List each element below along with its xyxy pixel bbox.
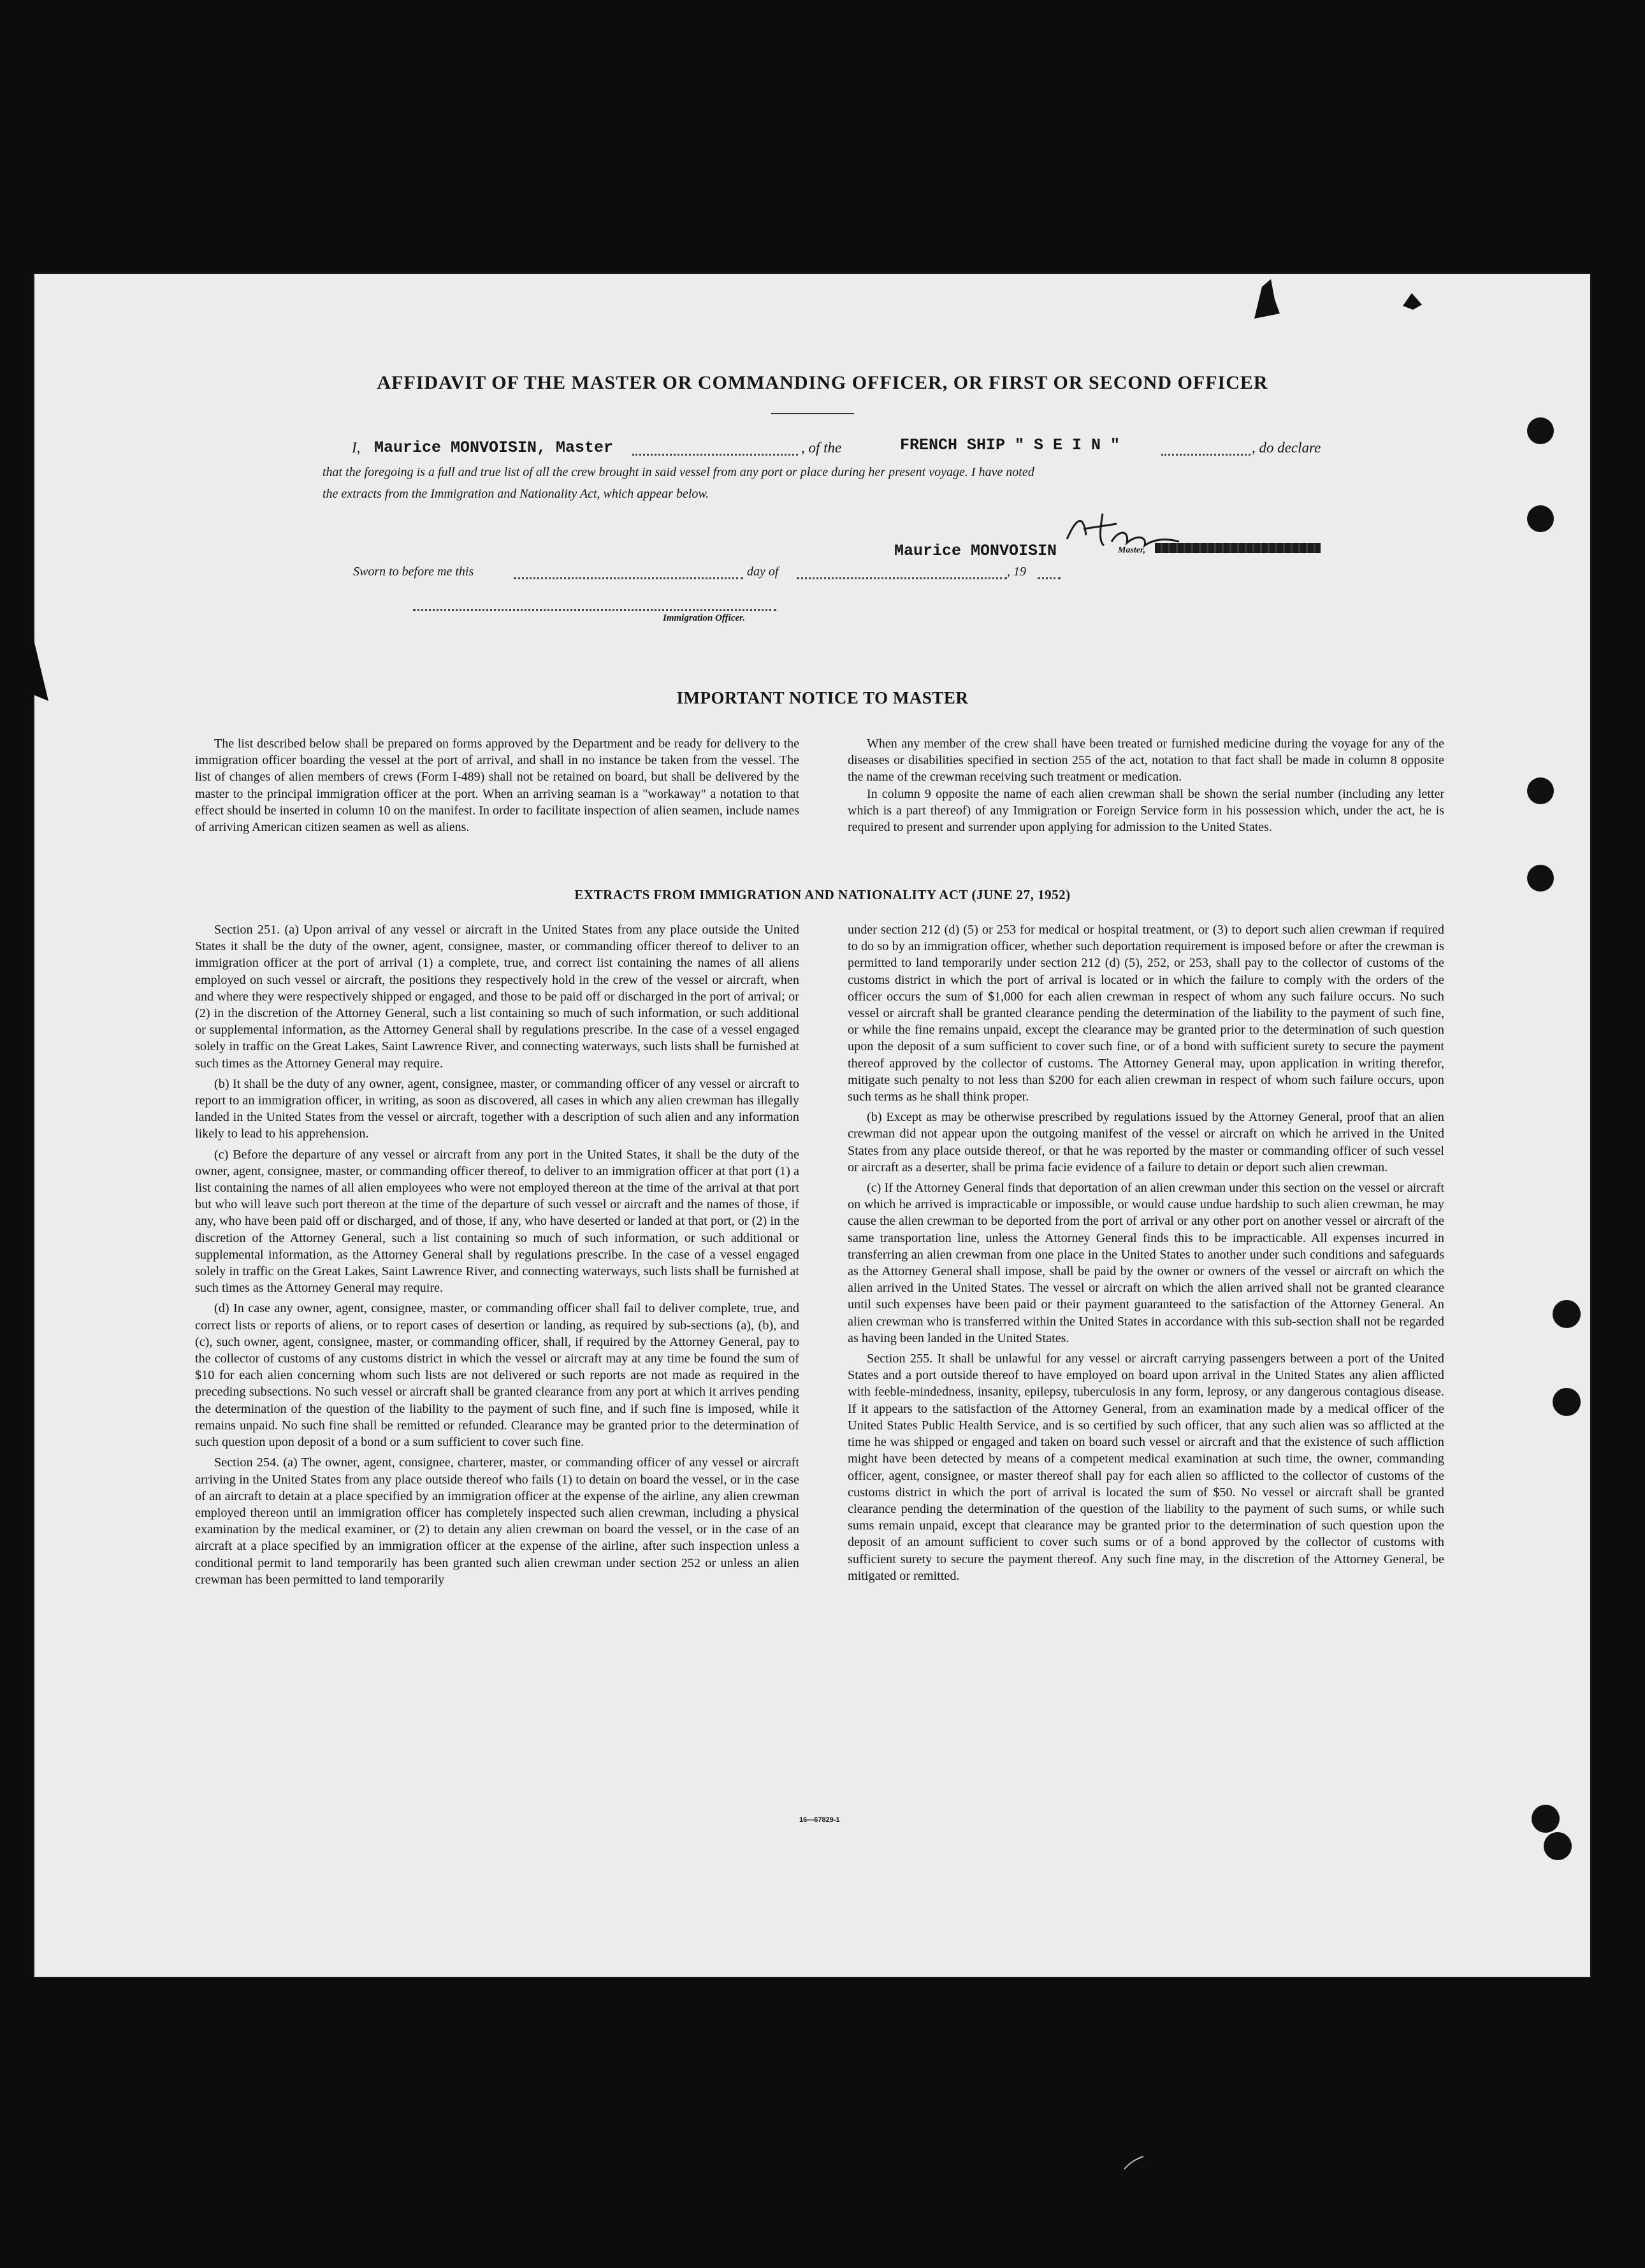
extracts-right-column (848, 921, 1444, 1584)
declaration-text-line2: that the foregoing is a full and true list of all the crew brought in said vessel from any port or place during her present voyage. I have noted (322, 465, 1034, 479)
extract-paragraph: (b) Except as may be otherwise prescribed by regulations issued by the Attorney General, proof that an alien crewman did not appear upon the outgoing manifest of the vessel or aircraft on which he arrived in the United States from any place outside thereof, or that he was reported by the master or commanding officer of such vessel or aircraft as a deserter, shall be prima facie evidence of a failure to detain or deport such alien crewman. (848, 1110, 1444, 1174)
extracts-title: EXTRACTS FROM IMMIGRATION AND NATIONALITY ACT (JUNE 27, 1952) (574, 887, 1071, 902)
ink-mark (1399, 287, 1431, 319)
signature-name: Maurice MONVOISIN (894, 542, 1057, 560)
sworn-day-line (514, 577, 743, 579)
notice-paragraph: The list described below shall be prepared on forms approved by the Department and be ready for delivery to the immigration officer boarding the vessel at the port of arrival, and shall in no instance be taken from the vessel. The list of changes of alien members of crews (Form I-489) shall not be retained on board, but shall be delivered by the master to the principal immigration officer at the port. When an arriving seaman is a "workaway" a notation to that effect should be inserted in column 10 on the manifest. In order to facilitate inspection of alien seamen, include names of arriving American citizen seamen as well as aliens. (195, 737, 799, 835)
punch-hole (1527, 777, 1554, 804)
affidavit-title: AFFIDAVIT OF THE MASTER OR COMMANDING OFFICER, OR FIRST OR SECOND OFFICER (377, 372, 1268, 393)
extract-paragraph: Section 255. It shall be unlawful for any vessel or aircraft carrying passengers between a port of the United States and a port outside thereof to have employed on board upon arrival in the United States any alien afflicted with feeble-mindedness, insanity, epilepsy, tuberculosis in any form, leprosy, or any dangerous contagious disease. If it appears to the satisfaction of the Attorney General, from an examination made by a medical officer of the United States Public Health Service, and is so certified by such officer, that any such alien was so afflicted at the time he was shipped or engaged and taken on board such vessel or aircraft and that the existence of such affliction might have been detected by means of a competent medical examination at such time, the owner, commanding officer, agent, consignee, or master thereof shall pay for each alien so afflicted to the collector of customs of the customs district in which the port of arrival is located the sum of $50. No vessel or aircraft shall be granted clearance pending the determination of the question of the liability to the payment of such sums, or while such sums remain unpaid, except that clearance may be granted prior to the determination of such question upon the deposit of an amount sufficient to cover such sums or of a bond approved by the collector of customs with sufficient surety to secure the payment thereof. Any such fine may, in the discretion of the Attorney General, be mitigated or remitted. (848, 1352, 1444, 1583)
struck-out-title (1155, 543, 1321, 553)
vessel-name: FRENCH SHIP " S E I N " (900, 436, 1120, 454)
punch-hole (1553, 1388, 1581, 1416)
extract-paragraph: under section 212 (d) (5) or 253 for medical or hospital treatment, or (3) to deport such alien crewman if required to do so by an immigration officer, whether such deportation requirement is imposed before or after the crewman is permitted to land temporarily under section 212 (d) (5), 252, or 253, shall pay to the collector of customs of the customs district in which the port of arrival is located or in which the failure to comply with the orders of the officer occurs the sum of $1,000 for each alien crewman in respect of whom any such failure occurs. No such vessel or aircraft shall be granted clearance pending the determination of the liability to the payment of such fine, or while the fine remains unpaid, except the clearance may be granted prior to the determination of such question upon the deposit of a sum sufficient to cover such fine, or of a bond with sufficient surety to secure the payment thereof approved by the collector of customs. The Attorney General may, upon application in writing therefor, mitigate such penalty to not less than $200 for each alien crewman in respect of whom such failure occurs, upon such terms as he shall think proper. (848, 923, 1444, 1104)
declaration-of-the: , of the (801, 440, 842, 456)
punch-hole (1532, 1805, 1560, 1833)
declaration-line (352, 436, 1322, 460)
punch-hole (1544, 1832, 1572, 1860)
torn-corner-mark (1249, 274, 1287, 325)
year-label: , 19 (1007, 565, 1026, 579)
punch-hole (1527, 505, 1554, 532)
title-rule (771, 413, 854, 414)
declaration-declare: , do declare (1252, 440, 1321, 456)
margin-scratch-mark (1122, 2154, 1147, 2173)
master-name: Maurice MONVOISIN, Master (374, 438, 614, 457)
officer-label: Immigration Officer. (663, 613, 745, 623)
notice-paragraph: In column 9 opposite the name of each alien crewman shall be shown the serial number (including any letter which is a part thereof) of any Immigration or Foreign Service form in his possession which, under the act, he is required to present and surrender upon applying for admission to the United States. (848, 786, 1444, 835)
year-line (1038, 577, 1061, 579)
extract-paragraph: (c) If the Attorney General finds that deportation of an alien crewman under this section on the vessel or aircraft on which he arrived is impracticable or impossible, or would cause undue hardship to such alien crewman, he may cause the alien crewman to be deported from the port of arrival or any other port on another vessel or aircraft of the same transportation line, unless the Attorney General finds this to be impracticable. All expenses incurred in transferring an alien crewman from one place in the United States to another under such conditions and safeguards as the Attorney General shall impose, shall be paid by the owner or owners of the vessel or aircraft on which the alien arrived in the United States. The vessel or aircraft on which the alien arrived shall not be granted clearance until such expenses have been paid or their payment guaranteed to the satisfaction of the Attorney General. An alien crewman who is transferred within the United States in accordance with this sub-section shall not be regarded as having been landed in the United States. (848, 1181, 1444, 1345)
punch-hole (1527, 417, 1554, 444)
notice-title: IMPORTANT NOTICE TO MASTER (676, 688, 969, 707)
fill-line (632, 454, 798, 456)
fill-line (1161, 454, 1250, 456)
extract-paragraph: (c) Before the departure of any vessel or aircraft from any port in the United States, it shall be the duty of the owner, agent, consignee, master, or commanding officer thereof, to deliver to an immigration officer at that port (1) a list containing the names of all alien employees who were not employed thereon at the time of the arrival at that port but who will leave such port thereon at the time of the departure of such vessel or aircraft and the names of those, if any, who have been paid off or discharged, and of those, if any, who have deserted or landed at that port, or (2) in the discretion of the Attorney General, such a list containing so much of such information, or such additional or supplemental information, as the Attorney General shall by regulations prescribe. In the case of a vessel engaged solely in traffic on the Great Lakes, Saint Lawrence River, and connecting waterways, such lists shall be furnished at such times as the Attorney General may require. (195, 1147, 799, 1296)
extracts-left-column (195, 921, 799, 1588)
extract-paragraph: (b) It shall be the duty of any owner, agent, consignee, master, or commanding officer of any vessel or aircraft to report to an immigration officer, in writing, as soon as discovered, all cases in which any alien crewman has illegally landed in the United States from the vessel or aircraft, together with a description of such alien and any information likely to lead to his apprehension. (195, 1076, 799, 1141)
officer-signature-line (413, 609, 776, 611)
notice-right-column (848, 735, 1444, 835)
sworn-label: Sworn to before me this (353, 565, 474, 579)
punch-hole (1553, 1300, 1581, 1328)
month-line (797, 577, 1007, 579)
day-of-label: day of (747, 565, 779, 579)
notice-paragraph: When any member of the crew shall have been treated or furnished medicine during the voyage for any of the diseases or disabilities specified in section 255 of the act, notation to that fact shall be made in column 8 opposite the name of the crewman receiving such treatment or medication. (848, 737, 1444, 784)
notice-left-column (195, 735, 799, 835)
declaration-i: I, (352, 440, 361, 456)
declaration-text-line3: the extracts from the Immigration and Nationality Act, which appear below. (322, 487, 709, 501)
master-label: Master, (1118, 545, 1146, 555)
extract-paragraph: Section 251. (a) Upon arrival of any vessel or aircraft in the United States from any place outside the United States it shall be the duty of the owner, agent, consignee, master, or commanding officer thereof to deliver to an immigration officer at the port of arrival (1) a complete, true, and correct list containing the names of all aliens employed on such vessel or aircraft, the positions they respectively hold in the crew of the vessel or aircraft, when and where they were respectively shipped or engaged, and those to be paid off or discharged in the port of arrival; or (2) in the discretion of the Attorney General, such a list containing so much of such information, or such additional or supplemental information, as the Attorney General shall by regulations prescribe. In the case of a vessel engaged solely in traffic on the Great Lakes, Saint Lawrence River, and connecting waterways, such lists shall be furnished at such times as the Attorney General may require. (195, 923, 799, 1071)
form-number: 16—67829-1 (799, 1816, 840, 1824)
extract-paragraph: Section 254. (a) The owner, agent, consignee, charterer, master, or commanding officer of any vessel or aircraft arriving in the United States from any place outside thereof who fails (1) to detain on board the vessel, or in the case of an aircraft to detain at a place specified by an immigration officer at the expense of the airline, any alien crewman employed thereon until an immigration officer has completely inspected such alien crewman, including a physical examination by the medical examiner, or (2) to detain any alien crewman on board the vessel, or in the case of an aircraft at a place specified by an immigration officer at the expense of the airline, after such inspection unless a conditional permit to land temporarily has been granted such alien crewman under section 252 or unless an alien crewman has been permitted to land temporarily (195, 1455, 799, 1587)
extract-paragraph: (d) In case any owner, agent, consignee, master, or commanding officer shall fail to deliver complete, true, and correct lists or reports of aliens, or to report cases of desertion or landing, as required by sub-sections (a), (b), and (c), such owner, agent, consignee, master, or commanding officer, shall, if required by the Attorney General, pay to the collector of customs of any customs district in which the vessel or aircraft may at any time be found the sum of $10 for each alien concerning whom such lists are not delivered or such reports are not made as required in the preceding subsections. No such vessel or aircraft shall be granted clearance from any port at which it arrives pending the determination of the question of the liability to the payment of such fine, and if such fine is imposed, while it remains unpaid. No such fine shall be remitted or refunded. Clearance may be granted prior to the determination of such question upon deposit of a bond or a sum sufficient to cover such fine. (195, 1301, 799, 1450)
